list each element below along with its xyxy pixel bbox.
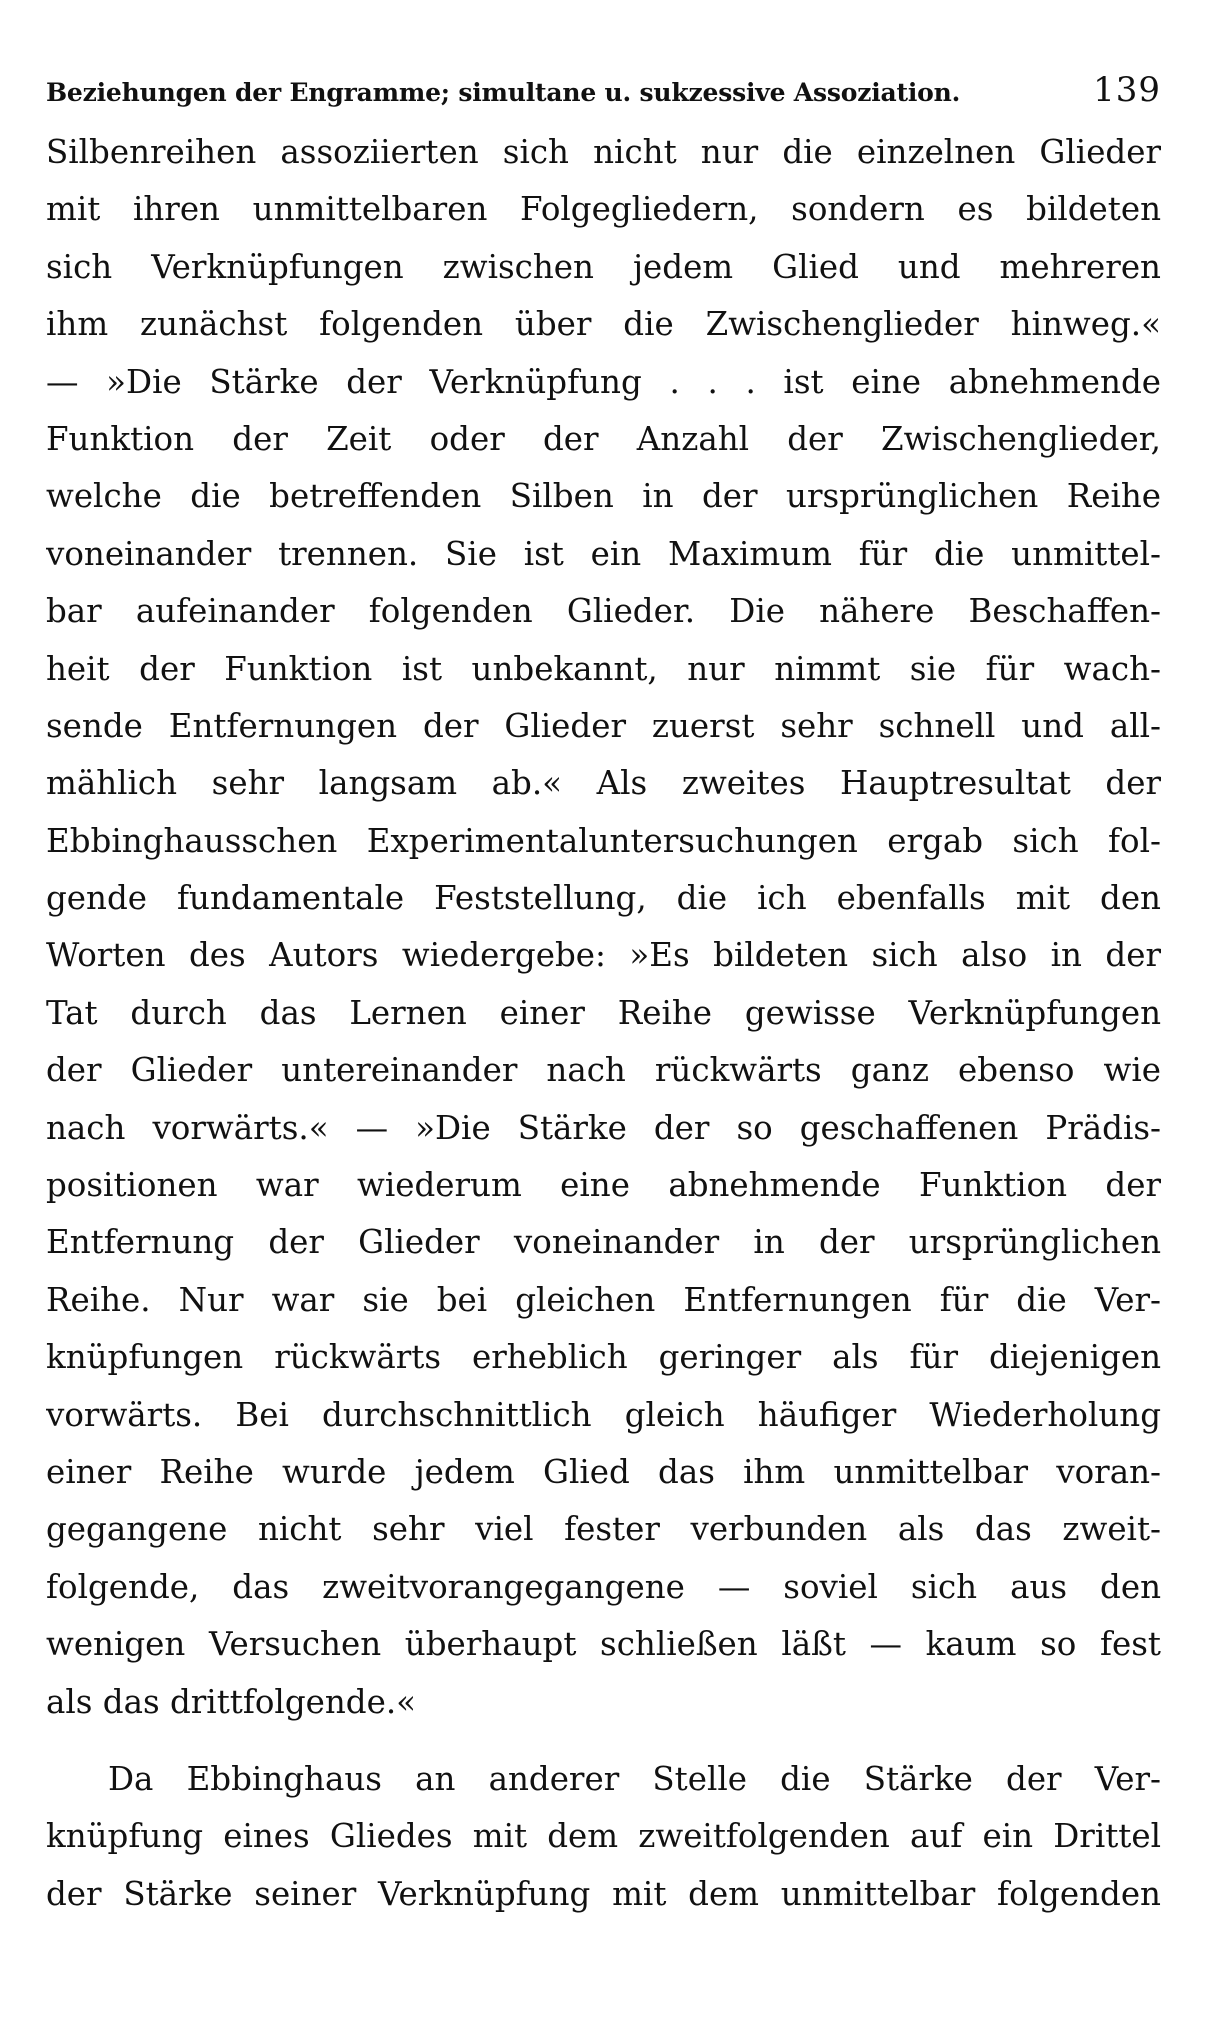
text-line: wenigen Versuchen überhaupt schließen läßt — kaum so fest <box>46 1625 1161 1664</box>
text-line: heit der Funktion ist unbekannt, nur nimmt sie für wach- <box>46 649 1161 688</box>
text-line: mit ihren unmittelbaren Folgegliedern, sondern es bildeten <box>46 190 1161 229</box>
text-line: als das drittfolgende.« <box>46 1682 417 1721</box>
text-line: knüpfung eines Gliedes mit dem zweitfolgenden auf ein Drittel <box>46 1817 1161 1856</box>
text-line: bar aufeinander folgenden Glieder. Die nähere Beschaffen- <box>46 592 1161 631</box>
text-line: der Glieder untereinander nach rückwärts ganz ebenso wie <box>46 1051 1161 1090</box>
text-line: voneinander trennen. Sie ist ein Maximum für die unmittel- <box>46 534 1161 573</box>
text-line: Funktion der Zeit oder der Anzahl der Zwischenglieder, <box>46 419 1161 458</box>
text-line: gende fundamentale Feststellung, die ich ebenfalls mit den <box>46 879 1161 918</box>
text-line: der Stärke seiner Verknüpfung mit dem unmittelbar folgenden <box>46 1874 1161 1913</box>
text-line: — »Die Stärke der Verknüpfung . . . ist eine abnehmende <box>46 362 1161 401</box>
text-line: Silbenreihen assoziierten sich nicht nur die einzelnen Glieder <box>46 133 1161 171</box>
text-line: positionen war wiederum eine abnehmende Funktion der <box>46 1166 1161 1205</box>
text-line: sende Entfernungen der Glieder zuerst sehr schnell und all- <box>46 706 1161 745</box>
text-line: Entfernung der Glieder voneinander in der ursprünglichen <box>46 1223 1161 1262</box>
text-line: vorwärts. Bei durchschnittlich gleich häufiger Wiederholung <box>46 1395 1161 1434</box>
text-line: einer Reihe wurde jedem Glied das ihm unmittelbar voran- <box>46 1452 1161 1491</box>
paragraph-gap <box>46 1731 1161 1751</box>
text-line: nach vorwärts.« — »Die Stärke der so geschaffenen Prädis- <box>46 1108 1161 1147</box>
text-line: ihm zunächst folgenden über die Zwischenglieder hinweg.« <box>46 305 1161 344</box>
running-head <box>46 70 1161 110</box>
text-line: folgende, das zweitvorangegangene — soviel sich aus den <box>46 1567 1161 1606</box>
paragraph-2 <box>46 1751 1161 1923</box>
paragraph-1 <box>46 124 1161 1731</box>
text-line: Reihe. Nur war sie bei gleichen Entfernungen für die Ver- <box>46 1280 1161 1319</box>
text-line: gegangene nicht sehr viel fester verbunden als das zweit- <box>46 1510 1161 1549</box>
running-title: Beziehungen der Engramme; simultane u. sukzessive Assoziation. <box>46 78 961 107</box>
text-line: Ebbinghausschen Experimentaluntersuchungen ergab sich fol- <box>46 821 1161 860</box>
text-line: sich Verknüpfungen zwischen jedem Glied und mehreren <box>46 247 1161 286</box>
text-line: welche die betreffenden Silben in der ursprünglichen Reihe <box>46 477 1161 516</box>
text-line: mählich sehr langsam ab.« Als zweites Hauptresultat der <box>46 764 1161 803</box>
text-line: Tat durch das Lernen einer Reihe gewisse Verknüpfungen <box>46 993 1161 1032</box>
book-page <box>46 70 1161 1923</box>
page-number: 139 <box>1093 70 1161 110</box>
text-line: Da Ebbinghaus an anderer Stelle die Stärke der Ver- <box>108 1759 1161 1798</box>
text-line: Worten des Autors wiedergebe: »Es bildeten sich also in der <box>46 936 1161 975</box>
text-line: knüpfungen rückwärts erheblich geringer als für diejenigen <box>46 1338 1161 1377</box>
